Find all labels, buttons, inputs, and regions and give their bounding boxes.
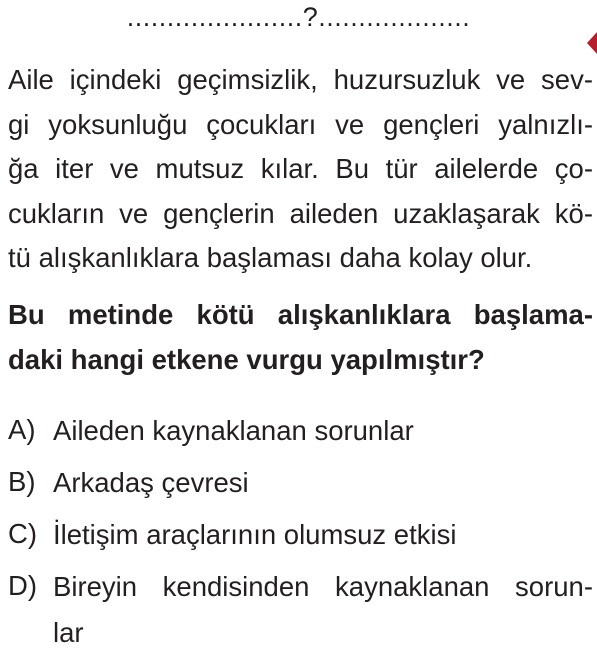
passage-line: tü alışkanlıklara başlaması daha kolay olur. [8,242,533,273]
option-d[interactable] [8,564,593,660]
option-text [53,408,593,454]
option-line: Aileden kaynaklanan sorunlar [53,415,414,446]
option-text [53,512,593,558]
question-stem [8,292,593,382]
passage-line: cukların ve gençlerin aileden uzaklaşarak kö- [8,197,593,229]
answer-options [8,408,593,660]
title-blank-line: ......................?................... [126,2,471,32]
option-letter: C) [8,518,38,549]
option-line: lar [53,617,84,648]
option-text [53,460,593,506]
option-b[interactable] [8,460,593,512]
corner-marker-icon [587,32,597,54]
passage-line: ğa iter ve mutsuz kılar. Bu tür ailelerde ço- [8,153,593,184]
option-letter: D) [8,570,38,601]
option-text [53,564,593,656]
question-line: Bu metinde kötü alışkanlıklara başlama- [8,299,593,330]
option-a[interactable] [8,408,593,460]
option-line: Bireyin kendisinden kaynaklanan sorun- [53,571,593,602]
option-line: İletişim araçlarının olumsuz etkisi [53,519,457,550]
passage-line: gi yoksunluğu çocukları ve gençleri yalnızlı- [8,108,593,140]
option-line: Arkadaş çevresi [53,467,249,498]
option-c[interactable] [8,512,593,564]
option-letter: A) [8,414,36,445]
passage-text [8,58,593,281]
option-letter: B) [8,466,36,497]
question-line: daki hangi etkene vurgu yapılmıştır? [8,344,485,375]
passage-line: Aile içindeki geçimsizlik, huzursuzluk ve sev- [8,64,593,95]
